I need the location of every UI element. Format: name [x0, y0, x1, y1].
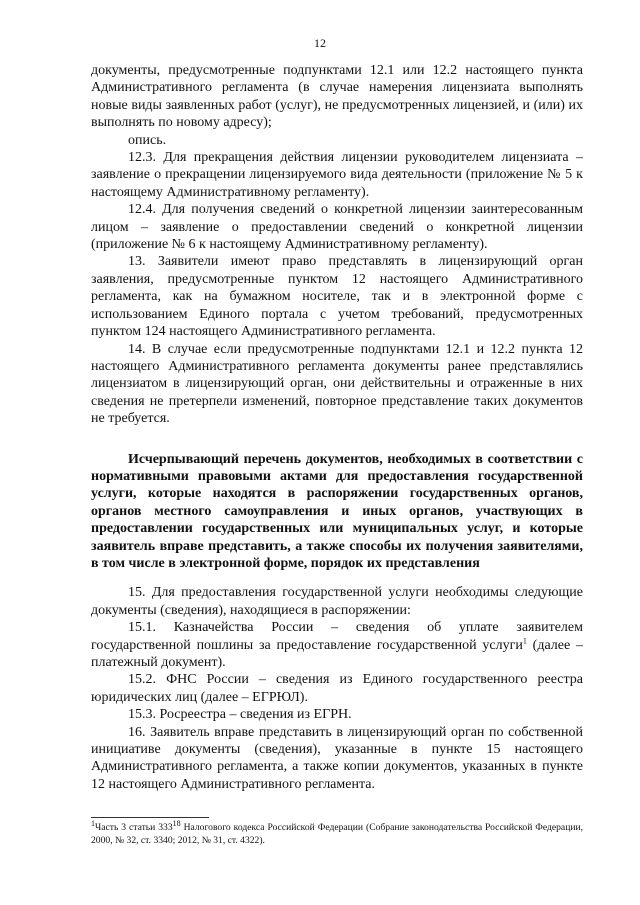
- footnote-article-superscript: 18: [172, 818, 181, 828]
- footnote-text: Часть 3 статьи 333: [95, 822, 173, 833]
- paragraph-12-2-documents: документы, предусмотренные подпунктами 12.1 или 12.2 настоящего пункта Административного регламента (в случае намерения лицензиата выполнять новые виды заявленных работ (услуг), не предусмотренных лицензией, и (или) их выполнять по новому адресу);: [91, 63, 583, 131]
- footnote-separator: [91, 817, 209, 818]
- paragraph-12-4: 12.4. Для получения сведений о конкретной лицензии заинтересованным лицом – заявление о предоставлении сведений о конкретной лицензии (приложение № 6 к настоящему Административному регламенту).: [91, 202, 583, 253]
- paragraph-16: 16. Заявитель вправе представить в лицензирующий орган по собственной инициативе документы (сведения), указанные в пункте 15 настоящего Административного регламента, а также копии документов, указанных в пункте 12 настоящего Административного регламента.: [91, 724, 583, 792]
- paragraph-15-1: [91, 619, 583, 671]
- paragraph-14: 14. В случае если предусмотренные подпунктами 12.1 и 12.2 пункта 12 настоящего Административного регламента документы ранее представлялись лицензиатом в лицензирующий орган, они действительны и отраженные в них сведения не претерпели изменений, повторное представление таких документов не требуется.: [91, 341, 583, 427]
- paragraph-15-1-tail: (далее – платежный документ).: [91, 637, 583, 670]
- footnote-reference: 1: [522, 635, 527, 645]
- spacer: [91, 572, 583, 584]
- spacer: [91, 428, 583, 451]
- page-body: [91, 62, 583, 793]
- footnote-text-rest: Налогового кодекса Российской Федерации (Собрание законодательства Российской Федерации, 2000, № 32, ст. 3340; 2012, № 31, ст. 4322).: [91, 822, 583, 846]
- page-number: 12: [314, 36, 326, 50]
- paragraph-15-3: 15.3. Росреестра – сведения из ЕГРН.: [128, 707, 352, 723]
- footnote: [91, 818, 583, 847]
- paragraph-inventory: опись.: [128, 132, 167, 148]
- paragraph-15: 15. Для предоставления государственной услуги необходимы следующие документы (сведения), находящиеся в распоряжении:: [91, 585, 583, 618]
- paragraph-15-1-text: 15.1. Казначейства России – сведения об уплате заявителем государственной пошлины за предоставление государственной услуги: [91, 620, 583, 653]
- paragraph-13: 13. Заявители имеют право представлять в лицензирующий орган заявления, предусмотренные пунктом 12 настоящего Административного регламента, как на бумажном носителе, так и в электронной форме с использованием Единого портала с учетом требований, предусмотренных пунктом 124 настоящего Административного регламента.: [91, 254, 583, 340]
- paragraph-15-2: 15.2. ФНС России – сведения из Единого государственного реестра юридических лиц (далее – ЕГРЮЛ).: [91, 672, 583, 705]
- paragraph-12-3: 12.3. Для прекращения действия лицензии руководителем лицензиата – заявление о прекращении лицензируемого вида деятельности (приложение № 5 к настоящему Административному регламенту).: [91, 150, 583, 200]
- section-heading: Исчерпывающий перечень документов, необходимых в соответствии с нормативными правовыми актами для предоставления государственной услуги, которые находятся в распоряжении государственных органов, органов местного самоуправления и иных органов, участвующих в предоставлении государственных или муниципальных услуг, и которые заявитель вправе представить, а также способы их получения заявителями, в том числе в электронной форме, порядок их представления: [91, 451, 583, 571]
- footnote-mark: 1: [91, 818, 95, 828]
